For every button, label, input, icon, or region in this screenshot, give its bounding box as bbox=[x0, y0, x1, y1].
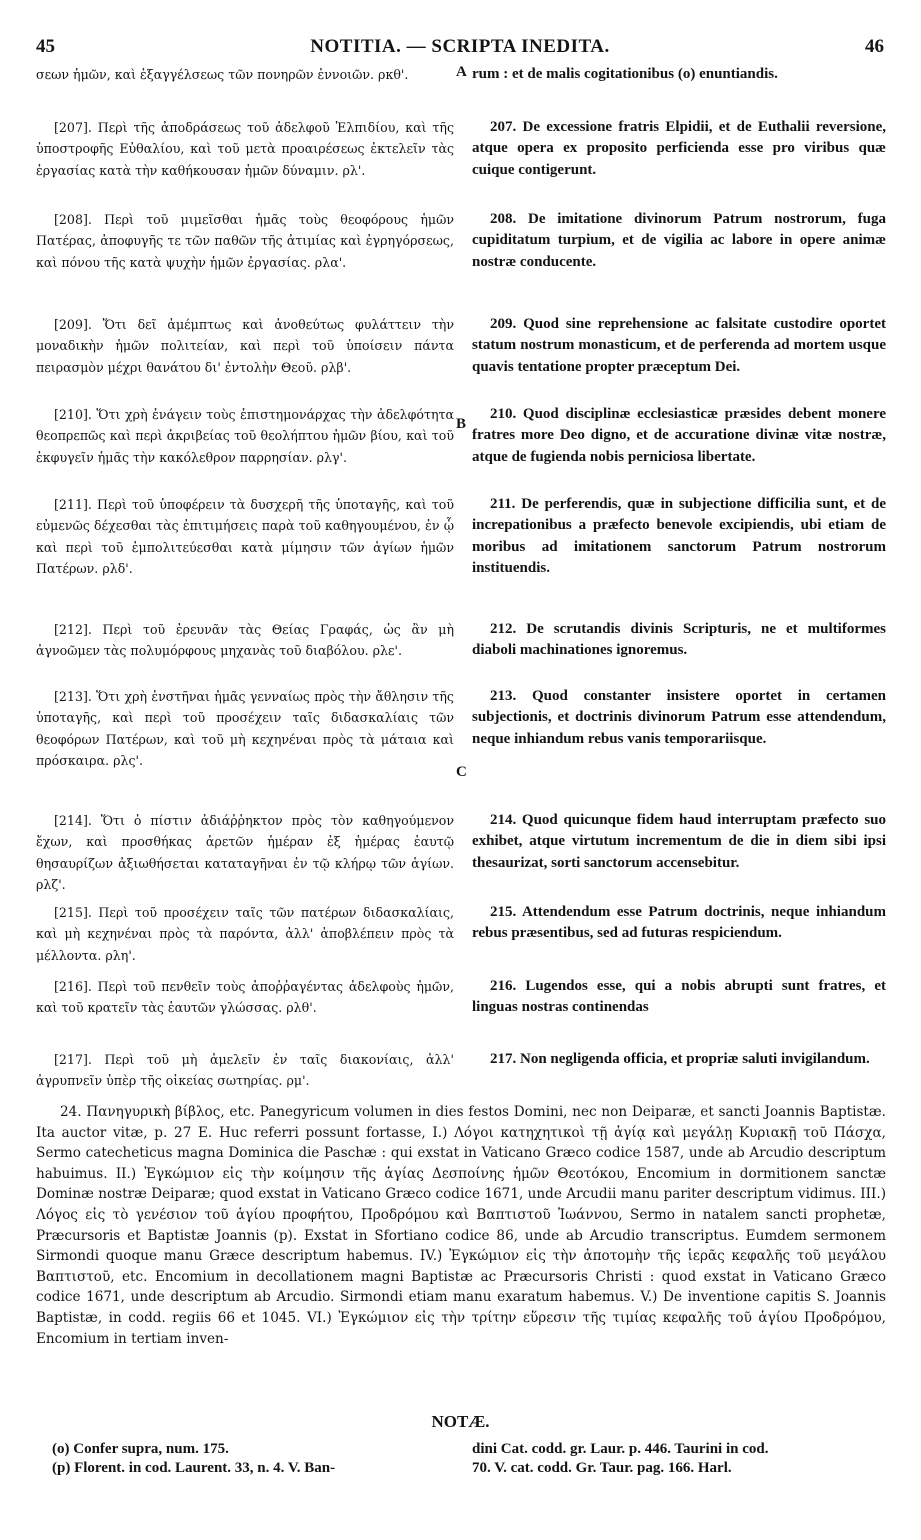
notes-left-column bbox=[52, 1440, 452, 1478]
latin-entry: 213. Quod constanter insistere oportet in certamen subjectionis, et doctrinis divinorum Patrum esse attendendum, neque inhiandum rebus vanis temporariisque. bbox=[472, 688, 886, 747]
greek-entry: [212]. Περὶ τοῦ ἐρευνᾶν τὰς Θείας Γραφάς, ὡς ἂν μὴ ἀγνοῶμεν τὰς πολυμόρφους μηχανὰς τοῦ διαβόλου. ρλε'. bbox=[36, 622, 454, 659]
latin-entry: 217. Non negligenda officia, et propriæ saluti invigilandum. bbox=[490, 1051, 870, 1067]
footnote-line: 70. V. cat. codd. Gr. Taur. pag. 166. Harl. bbox=[472, 1460, 732, 1476]
greek-entry: [208]. Περὶ τοῦ μιμεῖσθαι ἡμᾶς τοὺς θεοφόρους ἡμῶν Πατέρας, ἀποφυγῆς τε τῶν παθῶν τῆς ἀτιμίας καὶ ἐγρηγόρσεως, καὶ πόνου τῆς κατὰ ψυχὴν ἡμῶν ἐργασίας. ρλα'. bbox=[36, 212, 454, 270]
greek-entry: [214]. Ὅτι ὁ πίστιν ἀδιάῤῥηκτον πρὸς τὸν καθηγούμενον ἔχων, καὶ προσθήκας ἀρετῶν ἡμέραν ἐξ ἡμέρας ἑαυτῷ θησαυρίζων ἀξιωθήσεται καταταγῆναι ἐν τῷ κλήρῳ τῶν ἁγίων. ρλζ'. bbox=[36, 813, 454, 893]
latin-entry: 209. Quod sine reprehensione ac falsitate custodire oportet statum nostrum monasticum, et de perferenda ad mortem usque quavis tentatione propter præceptum Dei. bbox=[472, 316, 886, 375]
greek-entry: [207]. Περὶ τῆς ἀποδράσεως τοῦ ἀδελφοῦ Ἐλπιδίου, καὶ τῆς ὑποστροφῆς Εὐθαλίου, καὶ τοῦ μετὰ προαιρέσεως ἐκτελεῖν τὰς ἐργασίας κατὰ τὴν καθήκουσαν ἡμῶν δύναμιν. ρλ'. bbox=[36, 120, 454, 178]
notes-heading: NOTÆ. bbox=[431, 1412, 490, 1431]
latin-entry: 216. Lugendos esse, qui a nobis abrupti sunt fratres, et linguas nostras continendas bbox=[472, 978, 886, 1016]
latin-entry: 214. Quod quicunque fidem haud interruptam præfecto suo exhibet, atque virtutum incrementum de die in diem sibi ipsi thesaurizat, sorti sanctorum accensebitur. bbox=[472, 812, 886, 871]
greek-entry: [210]. Ὅτι χρὴ ἐνάγειν τοὺς ἐπιστημονάρχας τὴν ἀδελφότητα θεοπρεπῶς καὶ περὶ ἀκριβείας τοῦ θεολήπτου ἡμῶν βίου, καὶ τοῦ ἐκφυγεῖν ἡμᾶς τὴν κακόλεθρον παρρησίαν. ρλγ'. bbox=[36, 407, 454, 465]
page-number-left: 45 bbox=[36, 36, 55, 57]
page-number-right: 46 bbox=[865, 36, 884, 57]
latin-entry: 208. De imitatione divinorum Patrum nostrorum, fuga cupiditatum turpium, et de vigilia ac labore in opere animæ nostræ conducente. bbox=[472, 211, 886, 270]
footnote-line: dini Cat. codd. gr. Laur. p. 446. Taurini in cod. bbox=[472, 1441, 769, 1457]
latin-entry: 210. Quod disciplinæ ecclesiasticæ præsides debent monere fratres more Deo digno, et de accuratione divinæ vitæ nostræ, atque de fugienda nobis perniciosa libertate. bbox=[472, 406, 886, 465]
latin-entry: 212. De scrutandis divinis Scripturis, ne et multiformes diaboli machinationes ignoremus. bbox=[472, 621, 886, 659]
greek-entry: [215]. Περὶ τοῦ προσέχειν ταῖς τῶν πατέρων διδασκαλίαις, καὶ μὴ κεχηνέναι πρὸς τὰ παρόντα, ἀλλ' ἀποβλέπειν πρὸς τὰ μέλλοντα. ρλη'. bbox=[36, 905, 454, 963]
greek-entry: [209]. Ὅτι δεῖ ἀμέμπτως καὶ ἀνοθεύτως φυλάττειν τὴν μοναδικὴν ἡμῶν πολιτείαν, καὶ περὶ τοῦ ὑποίσειν πάντα πειρασμὸν μέχρι θανάτου δι' ἐντολὴν Θεοῦ. ρλβ'. bbox=[36, 317, 454, 375]
footnote-line: (p) Florent. in cod. Laurent. 33, n. 4. V. Ban- bbox=[52, 1460, 336, 1476]
footnote-line: (o) Confer supra, num. 175. bbox=[52, 1441, 229, 1457]
running-header bbox=[36, 36, 884, 60]
greek-entry: [217]. Περὶ τοῦ μὴ ἀμελεῖν ἐν ταῖς διακονίαις, ἀλλ' ἀγρυπνεῖν ὑπὲρ τῆς οἰκείας σωτηρίας. ρμ'. bbox=[36, 1052, 454, 1089]
latin-entry: rum : et de malis cogitationibus (o) enuntiandis. bbox=[472, 66, 778, 82]
greek-entry: [213]. Ὅτι χρὴ ἐνστῆναι ἡμᾶς γενναίως πρὸς τὴν ἄθλησιν τῆς ὑποταγῆς, καὶ περὶ τοῦ προσέχειν ταῖς διδασκαλίαις τῶν θεοφόρων Πατέρων, καὶ τοῦ μὴ κεχηνέναι πρὸς τὰ μάταια καὶ πρόσκαιρα. ρλς'. bbox=[36, 689, 454, 769]
latin-entry: 215. Attendendum esse Patrum doctrinis, neque inhiandum rebus præsentibus, sed ad futuras respiciendum. bbox=[472, 904, 886, 942]
latin-entry: 207. De excessione fratris Elpidii, et de Euthalii reversione, atque opera ex proposito perficienda esse pro viribus quæ cuique contigerunt. bbox=[472, 119, 886, 178]
margin-letter-b: B bbox=[456, 416, 467, 432]
latin-entry: 211. De perferendis, quæ in subjectione difficilia sunt, et de increpationibus a præfecto benevole excipiendis, ubi etiam de moribus ad imitationem sanctorum Patrum nostrorum instituendis. bbox=[472, 496, 886, 577]
margin-letter-c: C bbox=[456, 764, 467, 780]
margin-letter-a: A bbox=[456, 64, 467, 80]
notes-right-column bbox=[472, 1440, 892, 1478]
greek-entry: [211]. Περὶ τοῦ ὑποφέρειν τὰ δυσχερῆ τῆς ὑποταγῆς, καὶ τοῦ εὐμενῶς δέχεσθαι τὰς ἐπιτιμήσεις παρὰ τοῦ καθηγουμένου, ἐν ᾧ καὶ περὶ τοῦ ἐμπολιτεύεσθαι κατὰ μίμησιν τῶν ἁγίων ἡμῶν Πατέρων. ρλδ'. bbox=[36, 497, 454, 577]
commentary-paragraph: 24. Πανηγυρικὴ βίβλος, etc. Panegyricum volumen in dies festos Domini, nec non Deiparæ, et sancti Joannis Baptistæ. Ita auctor vitæ, p. 27 E. Huc referri possunt fortasse, I.) Λόγοι κατηχητικοὶ τῇ ἁγίᾳ καὶ μεγάλῃ Κυριακῇ τοῦ Πάσχα, Sermo catecheticus magna Dominica die Paschæ : qui exstat in Vaticano Græco codice 1587, unde ab Arcudio descriptum habuimus. II.) Ἐγκώμιον εἰς τὴν κοίμησιν τῆς ἁγίας Δεσποίνης ἡμῶν Θεοτόκου, Encomium in dormitionem sanctæ Dominæ nostræ Deiparæ; quod exstat in Vaticano Græco codice 1671, unde Arcudii manu pariter descriptum vidimus. III.) Λόγος εἰς τὸ γενέσιον τοῦ ἁγίου προφήτου, Προδρόμου καὶ Βαπτιστοῦ Ἰωάννου, Sermo in natalem sancti prophetæ, Præcursoris et Baptistæ Joannis (p). Exstat in Sfortiano codice 86, unde ab Arcudio transcriptus. Eumdem sermonem Sirmondi quoque manu Græce descriptum habemus. IV.) Ἐγκώμιον εἰς τὴν ἀποτομὴν τῆς ἱερᾶς κεφαλῆς τοῦ μεγάλου Βαπτιστοῦ, etc. Encomium in decollationem magni Baptistæ ac Præcursoris Christi : quod exstat in Vaticano Græco codice 1671, unde descriptum ab Arcudio. Sirmondi etiam manu exaratum habemus. V.) De inventione capitis S. Joannis Baptistæ, in codd. regiis 66 et 1045. VI.) Ἐγκώμιον εἰς τὴν τρίτην εὕρεσιν τῆς τιμίας κεφαλῆς τοῦ ἁγίου Προδρόμου, Encomium in tertiam inven- bbox=[36, 1104, 886, 1347]
running-title: NOTITIA. — SCRIPTA INEDITA. bbox=[310, 36, 610, 57]
greek-entry: [216]. Περὶ τοῦ πενθεῖν τοὺς ἀποῤῥαγέντας ἀδελφοὺς ἡμῶν, καὶ τοῦ κρατεῖν τὰς ἑαυτῶν γλώσσας. ρλθ'. bbox=[36, 979, 454, 1016]
greek-entry: σεων ἡμῶν, καὶ ἐξαγγέλσεως τῶν πονηρῶν ἐννοιῶν. ρκθ'. bbox=[36, 67, 409, 82]
